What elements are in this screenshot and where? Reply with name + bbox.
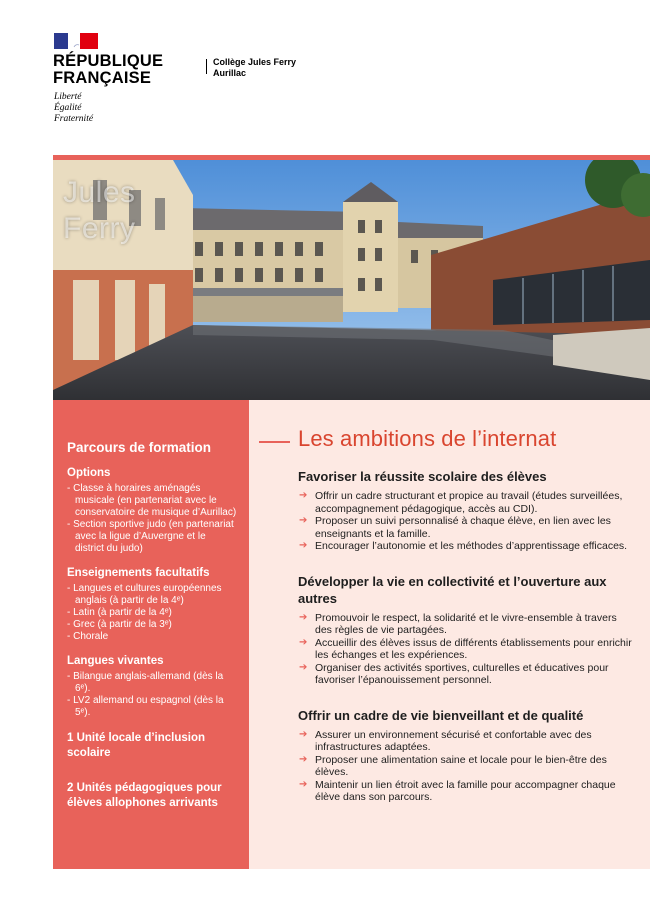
group-heading-enseignements: Enseignements facultatifs [67,567,210,579]
group-list-langues [67,671,237,719]
title-dash [259,441,290,443]
section-collectivite [298,573,634,687]
photo-caption: Jules Ferry [63,176,136,245]
section-heading: Favoriser la réussite scolaire des élèves [298,469,547,484]
list-item: - LV2 allemand ou espagnol (dès la 5ᵉ). [67,695,224,718]
group-list-options [67,483,237,555]
list-item: ➔ Proposer une alimentation saine et locale pour le bien-être des élèves. [299,753,607,778]
list-item: ➔ Offrir un cadre structurant et propice au travail (études surveillées, accompagnement pédagogique, accès au CDI). [299,490,623,515]
callout-upe2a: 2 Unités pédagogiques pour élèves allophones arrivants [67,782,222,809]
list-item: ➔ Proposer un suivi personnalisé à chaque élève, en lien avec les enseignants et la famille. [299,515,611,540]
section-reussite [298,468,634,553]
republique-francaise-wordmark: RÉPUBLIQUE FRANÇAISE [53,52,164,87]
header-separator [206,59,207,74]
sidebar-parcours [53,400,249,869]
group-heading-options: Options [67,467,111,479]
arrow-right-icon: ➔ [299,778,308,790]
section-cadre-de-vie [298,707,634,804]
section-heading: Développer la vie en collectivité et l’ouverture aux autres [298,573,607,606]
list-item: ➔ Accueillir des élèves issus de différents établissements pour enrichir les échanges et les expériences. [299,636,632,661]
list-item: - Bilangue anglais-allemand (dès la 6ᵉ). [67,671,224,694]
devise: Liberté Égalité Fraternité [54,92,94,124]
marianne-profile-icon [60,36,88,48]
group-heading-langues: Langues vivantes [67,655,164,667]
internat-panel [249,400,650,869]
group-list-enseignements [67,583,237,643]
list-item: - Classe à horaires aménagés musicale (en partenariat avec le conservatoire de musique d’Aurillac) [67,483,237,518]
college-identity [213,57,296,79]
arrow-right-icon: ➔ [299,728,308,740]
list-item: ➔ Maintenir un lien étroit avec la famille pour accompagner chaque élève dans son parcours. [299,778,616,803]
sidebar-title: Parcours de formation [67,440,212,455]
arrow-right-icon: ➔ [299,490,308,501]
list-item: ➔ Promouvoir le respect, la solidarité et le vivre-ensemble à travers des règles de vie partagées. [299,611,617,636]
list-item: ➔ Assurer un environnement sécurisé et confortable avec des infrastructures adaptées. [299,728,592,753]
callout-ulis: 1 Unité locale d’inclusion scolaire [67,732,206,759]
section-heading: Offrir un cadre de vie bienveillant et de qualité [298,707,584,723]
arrow-right-icon: ➔ [299,753,308,765]
internat-title: Les ambitions de l’internat [298,426,557,451]
arrow-right-icon: ➔ [299,636,308,648]
list-item: ➔ Organiser des activités sportives, culturelles et éducatives pour favoriser l’épanouissement personnel. [299,661,609,686]
arrow-right-icon: ➔ [299,540,308,551]
arrow-right-icon: ➔ [299,611,308,623]
arrow-right-icon: ➔ [299,515,308,526]
list-item: - Grec (à partir de la 3ᵉ) [67,619,172,630]
list-item: - Latin (à partir de la 4ᵉ) [67,607,172,618]
college-city: Aurillac [213,68,247,78]
school-photo [53,160,650,400]
page-header [0,0,650,150]
list-item: - Langues et cultures européennes anglais (à partir de la 4ᵉ) [67,583,222,606]
list-item: ➔ Encourager l’autonomie et les méthodes d’apprentissage efficaces. [299,540,628,552]
list-item: - Section sportive judo (en partenariat avec la ligue d’Auvergne et le district du judo) [67,519,234,554]
college-name: Collège Jules Ferry [213,57,297,67]
list-item: - Chorale [67,631,109,642]
arrow-right-icon: ➔ [299,661,308,673]
